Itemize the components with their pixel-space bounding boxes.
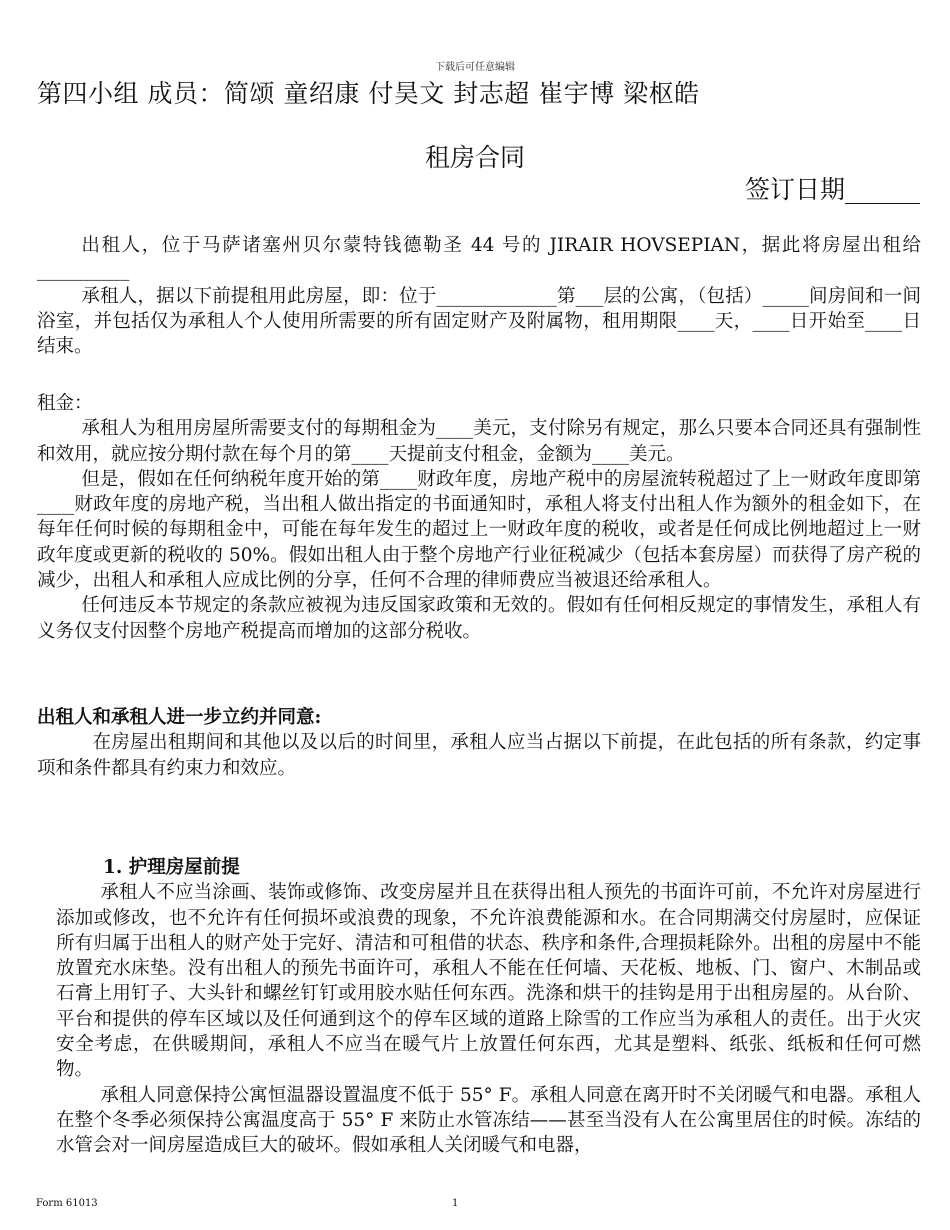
intro-paragraph-lessee: 承租人，据以下前提租用此房屋，即：位于_____________第___层的公寓，（包括）_____间房间和一间浴室，并包括仅为承租人个人使用所需要的所有固定财产及附属物，租用期限____天，____日开始至____日结束。 (37, 285, 921, 358)
intro-section (37, 233, 921, 359)
agreement-heading: 出租人和承租人进一步立约并同意: (37, 707, 322, 728)
footer-page-number: 1 (452, 1198, 459, 1209)
document-title: 租房合同 (424, 143, 525, 172)
section-1-heading: 1. 护理房屋前提 (103, 857, 240, 878)
header-note: 下载后可任意编辑 (435, 62, 515, 73)
rent-heading: 租金： (37, 393, 93, 414)
footer-form-number: Form 61013 (36, 1198, 98, 1209)
section-1-paragraph-1: 承租人不应当涂画、装饰或修饰、改变房屋并且在获得出租人预先的书面许可前，不允许对房屋进行添加或修改，也不允许有任何损坏或浪费的现象，不允许浪费能源和水。在合同期满交付房屋时，应保证所有归属于出租人的财产处于完好、清洁和可租借的状态、秩序和条件,合理损耗除外。出租的房屋中不能放置充水床垫。没有出租人的预先书面许可，承租人不能在任何墙、天花板、地板、门、窗户、木制品或石膏上用钉子、大头针和螺丝钉钉或用胶水贴任何东西。洗涤和烘干的挂钩是用于出租房屋的。从台阶、平台和提供的停车区域以及任何通到这个的停车区域的道路上除雪的工作应当为承租人的责任。出于火灾安全考虑，在供暖期间，承租人不应当在暖气片上放置任何东西，尤其是塑料、纸张、纸板和任何可燃物。 (56, 882, 921, 1081)
group-members-line: 第四小组 成员：简颂 童绍康 付昊文 封志超 崔宇博 梁枢皓 (37, 79, 700, 108)
rent-paragraph-2: 但是，假如在任何纳税年度开始的第____财政年度，房地产税中的房屋流转税超过了上一财政年度即第____财政年度的房地产税，当出租人做出指定的书面通知时，承租人将支付出租人作为额外的租金如下，在每年任何时候的每期租金中，可能在每年发生的超过上一财政年度的税收，或者是任何成比例地超过上一财政年度或更新的税收的 50%。假如出租人由于整个房地产行业征税减少（包括本套房屋）而获得了房产税的减少，出租人和承租人应成比例的分享，任何不合理的律师费应当被退还给承租人。 (37, 468, 921, 592)
section-1-paragraph-2: 承租人同意保持公寓恒温器设置温度不低于 55° F。承租人同意在离开时不关闭暖气和电器。承租人在整个冬季必须保持公寓温度高于 55° F 来防止水管冻结——甚至当没有人在公寓里居住的时候。冻结的水管会对一间房屋造成巨大的破坏。假如承租人关闭暖气和电器， (56, 1084, 921, 1157)
section-1 (56, 855, 921, 1159)
intro-paragraph-lessor: 出租人，位于马萨诸塞州贝尔蒙特钱德勒圣 44 号的 JIRAIR HOVSEPIAN，据此将房屋出租给__________ (37, 235, 921, 282)
agreement-paragraph: 在房屋出租期间和其他以及以后的时间里，承租人应当占据以下前提，在此包括的所有条款，约定事项和条件都具有约束力和效应。 (37, 732, 921, 779)
sign-date-line: 签订日期______ (744, 175, 920, 204)
rent-paragraph-3: 任何违反本节规定的条款应被视为违反国家政策和无效的。假如有任何相反规定的事情发生，承租人有义务仅支付因整个房地产税提高而增加的这部分税收。 (37, 595, 921, 642)
agreement-section (37, 705, 921, 781)
rent-paragraph-1: 承租人为租用房屋所需要支付的每期租金为____美元，支付除另有规定，那么只要本合同还具有强制性和效用，就应按分期付款在每个月的第____天提前支付租金，金额为____美元。 (37, 418, 921, 465)
rent-section (37, 391, 921, 644)
